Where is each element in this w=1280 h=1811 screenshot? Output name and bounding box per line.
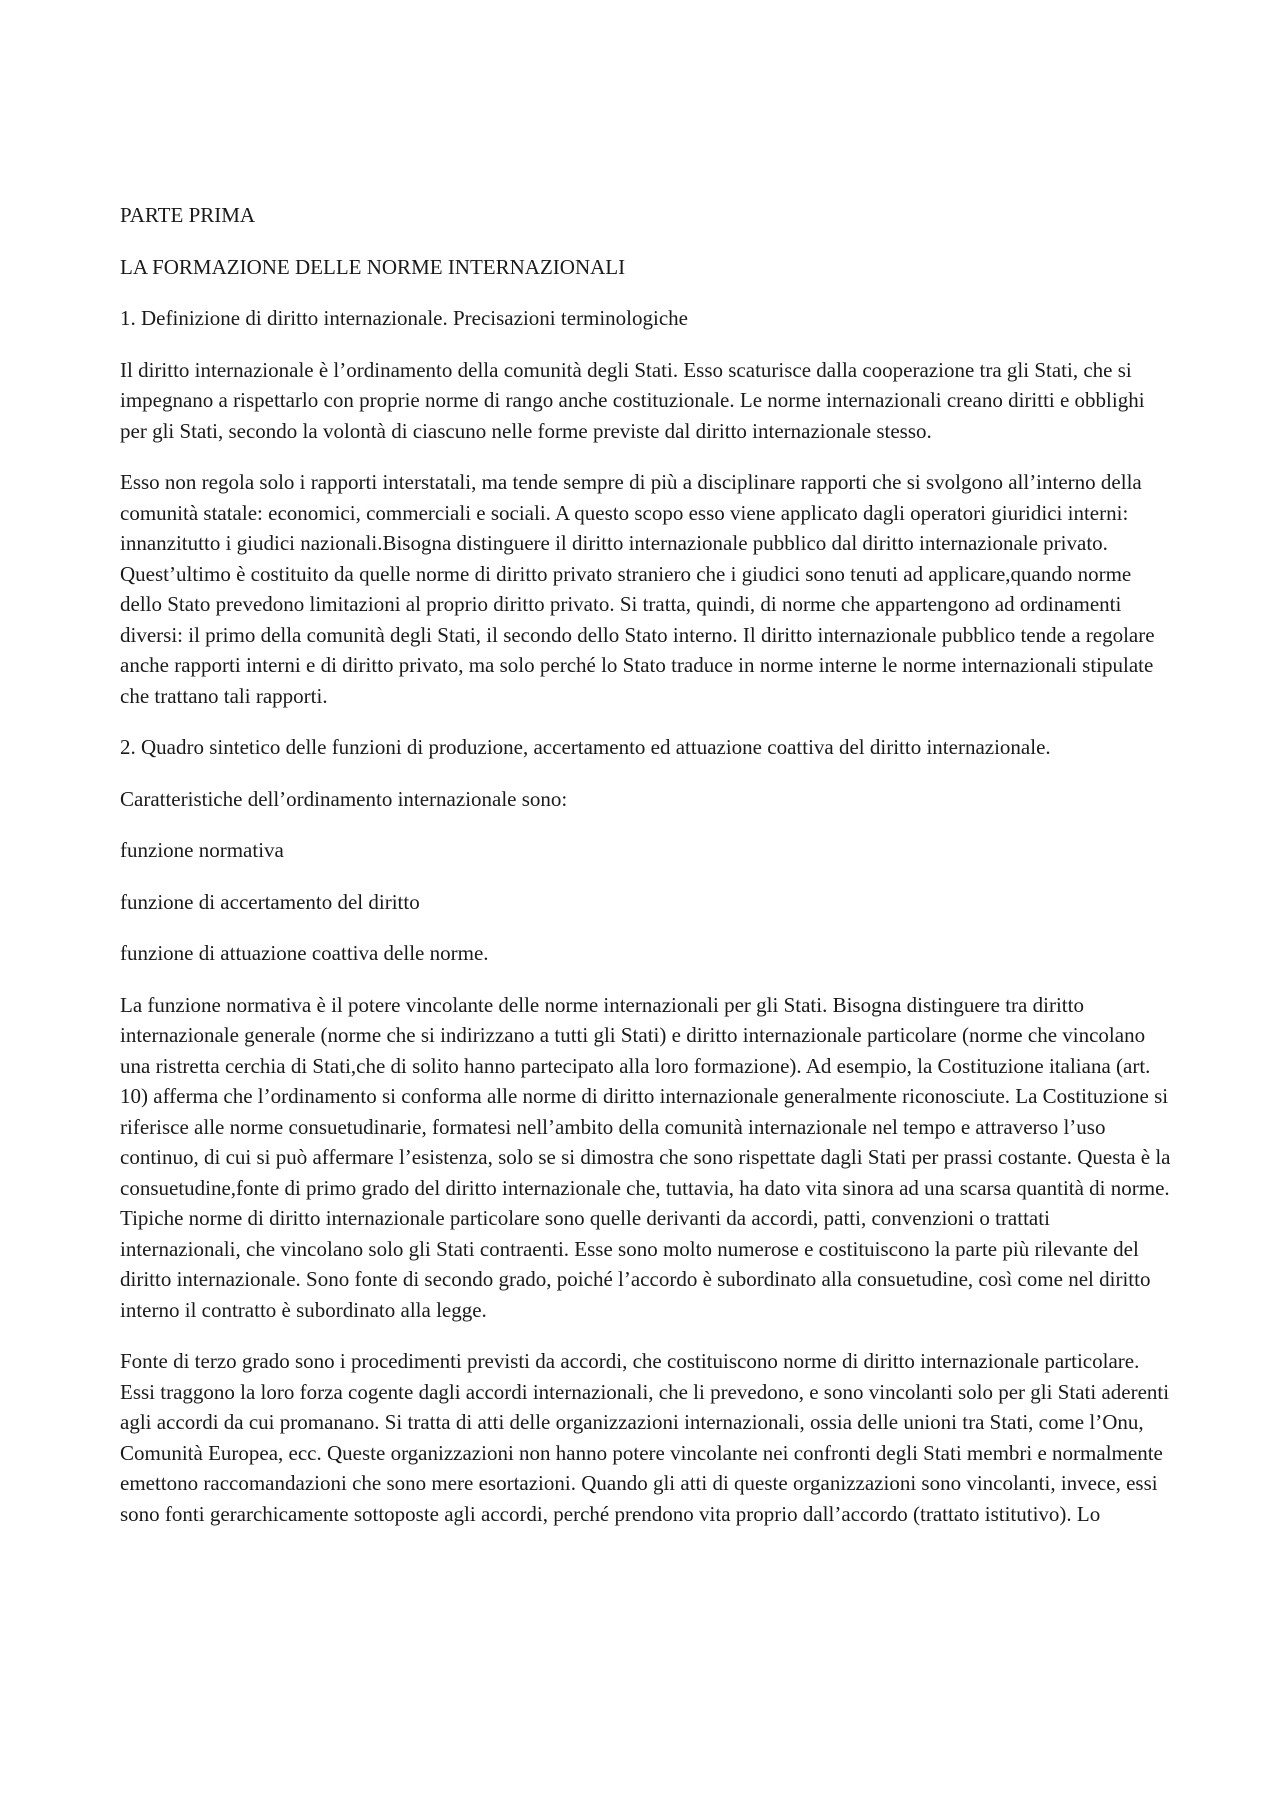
paragraph-3: Caratteristiche dell’ordinamento internazionale sono: <box>120 786 568 811</box>
document-page <box>120 200 1175 1550</box>
list-item: funzione di attuazione coattiva delle norme. <box>120 941 489 965</box>
paragraph-4: La funzione normativa è il potere vincolante delle norme internazionali per gli Stati. Bisogna distinguere tra diritto internazionale generale (norme che si indirizzano a tutti gli Stati) e diritto internazionale particolare (norme che vincolano una ristretta cerchia di Stati,che di solito hanno partecipato alla loro formazione). Ad esempio, la Costituzione italiana (art. 10) afferma che l’ordinamento si conforma alle norme di diritto internazionale generalmente riconosciute. La Costituzione si riferisce alle norme consuetudinarie, formatesi nell’ambito della comunità internazionale nel tempo e attraverso l’uso continuo, di cui si può affermare l’esistenza, solo se si dimostra che sono rispettate dagli Stati per prassi costante. Questa è la consuetudine,fonte di primo grado del diritto internazionale che, tuttavia, ha dato vita sinora ad una scarsa quantità di norme. Tipiche norme di diritto internazionale particolare sono quelle derivanti da accordi, patti, convenzioni o trattati internazionali, che vincolano solo gli Stati contraenti. Esse sono molto numerose e costituiscono la parte più rilevante del diritto internazionale. Sono fonte di secondo grado, poiché l’accordo è subordinato alla consuetudine, così come nel diritto interno il contratto è subordinato alla legge. <box>120 992 1171 1322</box>
chapter-heading-2: 2. Quadro sintetico delle funzioni di produzione, accertamento ed attuazione coattiva del diritto internazionale. <box>120 735 1051 759</box>
paragraph-2: Esso non regola solo i rapporti interstatali, ma tende sempre di più a disciplinare rapporti che si svolgono all’interno della comunità statale: economici, commerciali e sociali. A questo scopo esso viene applicato dagli operatori giuridici interni: innanzitutto i giudici nazionali.Bisogna distinguere il diritto internazionale pubblico dal diritto internazionale privato. Quest’ultimo è costituito da quelle norme di diritto privato straniero che i giudici sono tenuti ad applicare,quando norme dello Stato prevedono limitazioni al proprio diritto privato. Si tratta, quindi, di norme che appartengono ad ordinamenti diversi: il primo della comunità degli Stati, il secondo dello Stato interno. Il diritto internazionale pubblico tende a regolare anche rapporti interni e di diritto privato, ma solo perché lo Stato traduce in norme interne le norme internazionali stipulate che trattano tali rapporti. <box>120 470 1155 708</box>
chapter-heading-1: 1. Definizione di diritto internazionale. Precisazioni terminologiche <box>120 306 688 330</box>
paragraph-5: Fonte di terzo grado sono i procedimenti previsti da accordi, che costituiscono norme di diritto internazionale particolare. Essi traggono la loro forza cogente dagli accordi internazionali, che li prevedono, e sono vincolanti solo per gli Stati aderenti agli accordi da cui promanano. Si tratta di atti delle organizzazioni internazionali, ossia delle unioni tra Stati, come l’Onu, Comunità Europea, ecc. Queste organizzazioni non hanno potere vincolante nei confronti degli Stati membri e normalmente emettono raccomandazioni che sono mere esortazioni. Quando gli atti di queste organizzazioni sono vincolanti, invece, essi sono fonti gerarchicamente sottoposte agli accordi, perché prendono vita proprio dall’accordo (trattato istitutivo). Lo <box>120 1349 1170 1526</box>
list-item: funzione di accertamento del diritto <box>120 889 420 914</box>
part-title: PARTE PRIMA <box>120 203 256 227</box>
paragraph-1: Il diritto internazionale è l’ordinamento della comunità degli Stati. Esso scaturisce dalla cooperazione tra gli Stati, che si impegnano a rispettarlo con proprie norme di rango anche costituzionale. Le norme internazionali creano diritti e obblighi per gli Stati, secondo la volontà di ciascuno nelle forme previste dal diritto internazionale stesso. <box>120 357 1145 443</box>
list-item: funzione normativa <box>120 838 284 862</box>
section-title: LA FORMAZIONE DELLE NORME INTERNAZIONALI <box>120 254 626 279</box>
